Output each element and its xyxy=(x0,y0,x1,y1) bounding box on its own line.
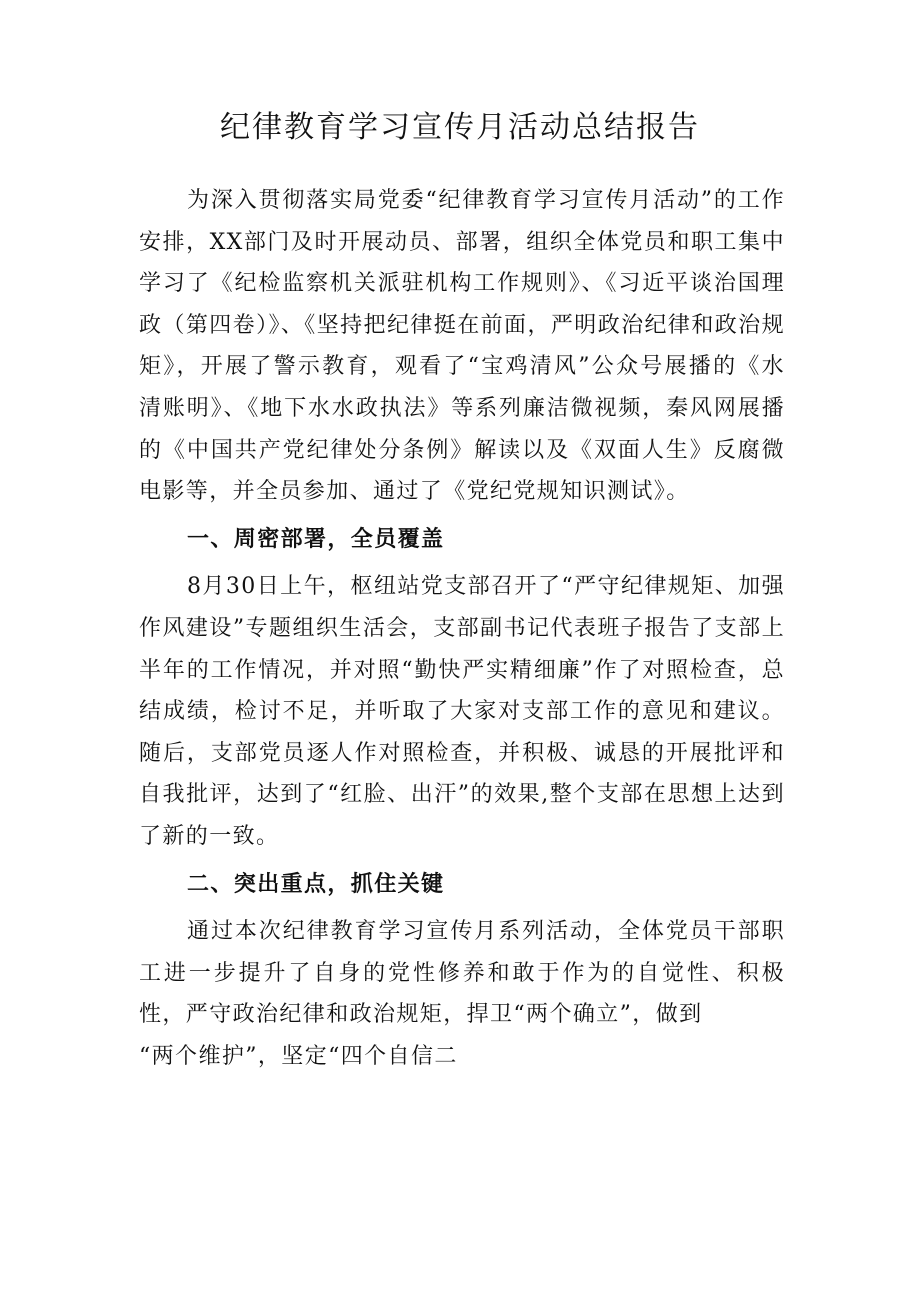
paragraph-intro: 为深入贯彻落实局党委“纪律教育学习宣传月活动”的工作安排，XX部门及时开展动员、部署，组织全体党员和职工集中学习了《纪检监察机关派驻机构工作规则》、《习近平谈治国理政（第四卷）》、《坚持把纪律挺在前面，严明政治纪律和政治规矩》，开展了警示教育，观看了“宝鸡清风”公众号展播的《水清账明》、《地下水水政执法》等系列廉洁微视频，秦风网展播的《中国共产党纪律处分条例》解读以及《双面人生》反腐微电影等，并全员参加、通过了《党纪党规知识测试》。 xyxy=(139,188,785,505)
document-body xyxy=(139,180,785,1077)
section-heading-1: 一、周密部署，全员覆盖 xyxy=(187,526,445,552)
document-title: 纪律教育学习宣传月活动总结报告 xyxy=(220,110,700,145)
paragraph-section-1: 8月30日上午，枢纽站党支部召开了“严守纪律规矩、加强作风建设”专题组织生活会，支部副书记代表班子报告了支部上半年的工作情况，并对照“勤快严实精细廉”作了对照检查，总结成绩，检讨不足，并听取了大家对支部工作的意见和建议。随后，支部党员逐人作对照检查，并积极、诚恳的开展批评和自我批评，达到了“红脸、出汗”的效果,整个支部在思想上达到了新的一致。 xyxy=(139,574,785,849)
paragraph-trailing-line: “两个维护”，坚定“四个自信二 xyxy=(139,1043,458,1069)
paragraph-section-2: 通过本次纪律教育学习宣传月系列活动，全体党员干部职工进一步提升了自身的党性修养和敢于作为的自觉性、积极性，严守政治纪律和政治规矩，捍卫“两个确立”，做到 xyxy=(139,919,785,1028)
section-heading-2: 二、突出重点，抓住关键 xyxy=(187,871,445,897)
